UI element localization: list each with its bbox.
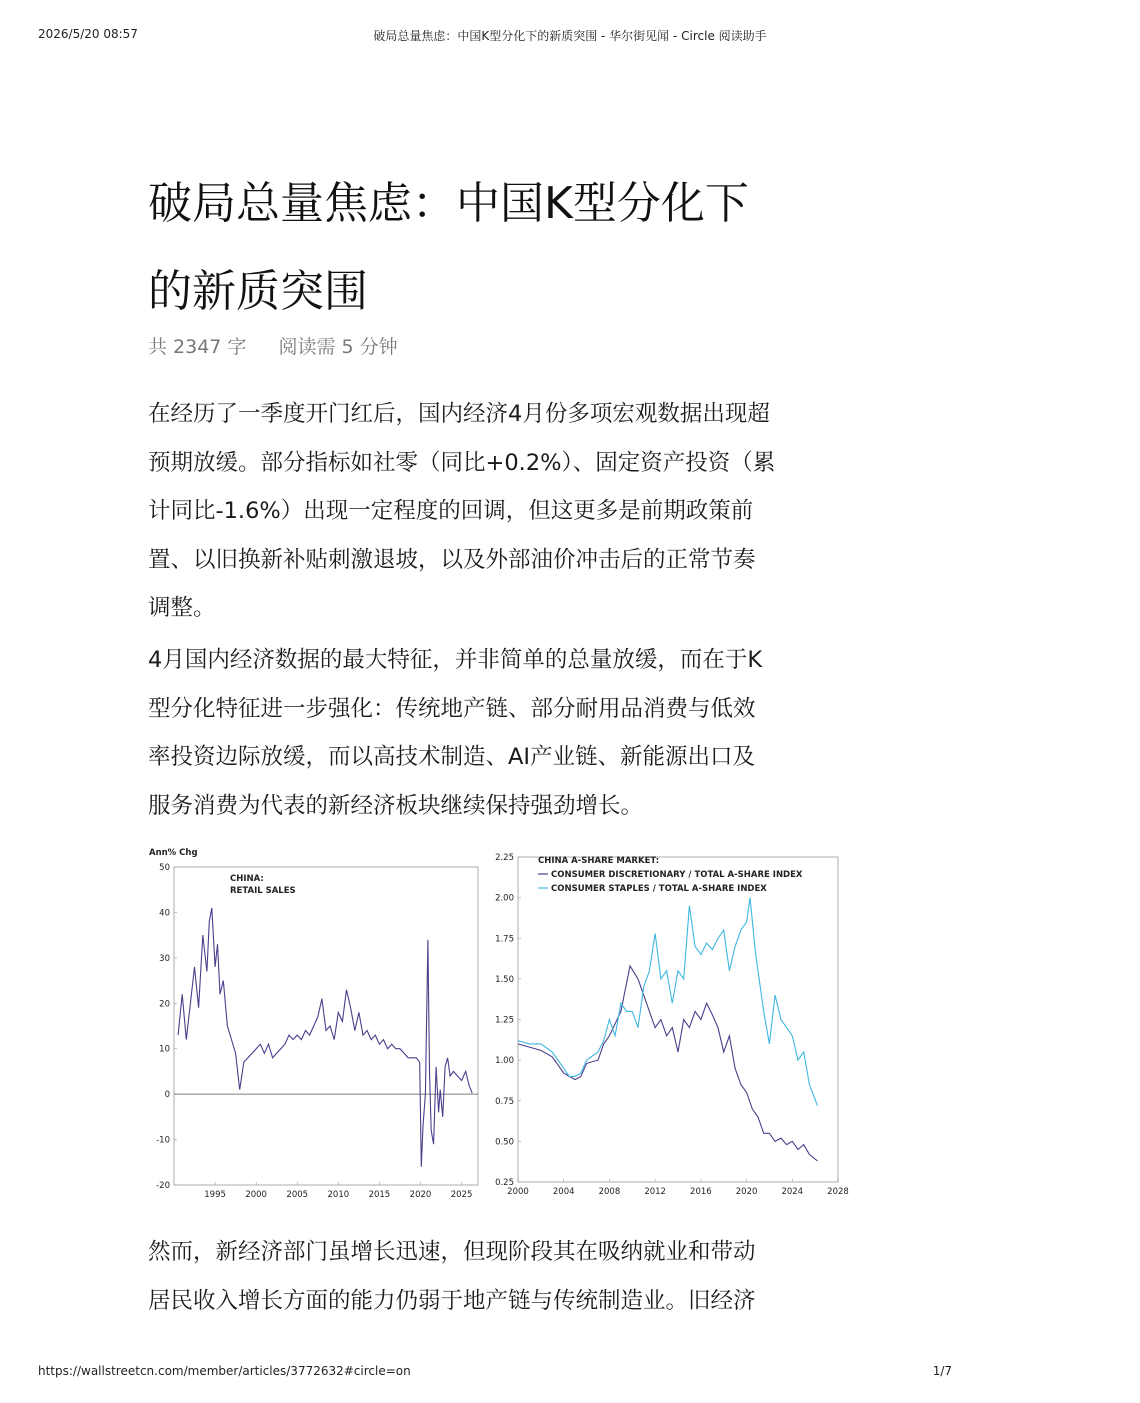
x-tick-label: 2000 — [245, 1190, 267, 1200]
x-tick-label: 2010 — [327, 1190, 350, 1200]
x-tick-label: 2016 — [690, 1187, 712, 1197]
article-meta — [148, 332, 424, 359]
x-tick-label: 2015 — [368, 1190, 391, 1200]
paragraph-line: 4月国内经济数据的最大特征，并非简单的总量放缓，而在于K — [148, 647, 763, 673]
x-tick-label: 2008 — [598, 1187, 621, 1197]
series-line-1 — [178, 908, 472, 1167]
article-title-line-1: 破局总量焦虑：中国K型分化下 — [148, 178, 749, 229]
read-time: 阅读需 5 分钟 — [278, 336, 398, 358]
y-tick-label: 50 — [159, 863, 170, 873]
header-page-title: 破局总量焦虑：中国K型分化下的新质突围 - 华尔街见闻 - Circle 阅读助手 — [373, 29, 767, 43]
y-tick-label: 10 — [159, 1044, 170, 1055]
paragraph-line: 调整。 — [148, 595, 216, 621]
paragraph-line: 然而，新经济部门虽增长迅速，但现阶段其在吸纳就业和带动 — [148, 1239, 756, 1265]
footer-page-number: 1/7 — [932, 1364, 952, 1378]
retail-sales-chart-svg — [146, 843, 482, 1209]
x-tick-label: 2004 — [552, 1187, 575, 1197]
paragraph-2 — [148, 636, 848, 830]
paragraph-line: 率投资边际放缓，而以高技术制造、AI产业链、新能源出口及 — [148, 744, 756, 770]
series-line-1 — [518, 966, 817, 1161]
article-title — [148, 160, 848, 336]
y-tick-label: 2.00 — [495, 893, 514, 904]
y-tick-label: 0.50 — [495, 1137, 514, 1148]
a-share-chart — [486, 843, 849, 1213]
chart-title-line: CHINA: — [230, 874, 264, 884]
header-datetime: 2026/5/20 08:57 — [38, 27, 138, 41]
word-count: 共 2347 字 — [148, 336, 247, 358]
y-tick-label: 2.25 — [495, 853, 514, 863]
y-tick-label: 1.25 — [495, 1015, 514, 1026]
a-share-chart-svg — [486, 843, 849, 1209]
x-tick-label: 1995 — [204, 1190, 226, 1200]
legend-label-2: CONSUMER STAPLES / TOTAL A-SHARE INDEX — [551, 884, 767, 894]
x-tick-label: 2028 — [827, 1187, 849, 1197]
paragraph-line: 在经历了一季度开门红后，国内经济4月份多项宏观数据出现超 — [148, 401, 770, 427]
y-tick-label: -10 — [156, 1135, 170, 1146]
series-line-2 — [518, 898, 817, 1106]
y-tick-label: 1.00 — [495, 1056, 514, 1067]
x-tick-label: 2020 — [735, 1187, 758, 1197]
legend-label-1: CONSUMER DISCRETIONARY / TOTAL A-SHARE INDEX — [551, 870, 803, 880]
y-tick-label: 1.50 — [495, 974, 514, 985]
y-tick-label: 30 — [159, 953, 170, 964]
footer-url[interactable]: https://wallstreetcn.com/member/articles/3772632#circle=on — [38, 1364, 411, 1378]
x-tick-label: 2012 — [644, 1187, 666, 1197]
paragraph-line: 预期放缓。部分指标如社零（同比+0.2%）、固定资产投资（累 — [148, 449, 776, 476]
chart-title: CHINA A-SHARE MARKET: — [538, 856, 660, 866]
plot-frame — [518, 857, 838, 1182]
y-axis-label: Ann% Chg — [149, 848, 198, 858]
chart-title-line: RETAIL SALES — [230, 886, 296, 896]
paragraph-line: 型分化特征进一步强化：传统地产链、部分耐用品消费与低效 — [148, 695, 756, 722]
retail-sales-chart — [146, 843, 482, 1213]
paragraph-line: 服务消费为代表的新经济板块继续保持强劲增长。 — [148, 792, 644, 819]
y-tick-label: 1.75 — [495, 934, 514, 945]
y-tick-label: -20 — [156, 1181, 170, 1191]
x-tick-label: 2025 — [450, 1190, 473, 1200]
y-tick-label: 20 — [159, 999, 170, 1010]
paragraph-line: 居民收入增长方面的能力仍弱于地产链与传统制造业。旧经济 — [148, 1287, 756, 1314]
paragraph-line: 计同比-1.6%）出现一定程度的回调，但这更多是前期政策前 — [148, 498, 754, 524]
y-tick-label: 0 — [164, 1090, 170, 1101]
article-title-line-2: 的新质突围 — [148, 266, 368, 317]
x-tick-label: 2020 — [409, 1190, 432, 1200]
paragraph-1 — [148, 390, 848, 633]
paragraph-line: 置、以旧换新补贴刺激退坡，以及外部油价冲击后的正常节奏 — [148, 546, 756, 573]
x-tick-label: 2024 — [781, 1187, 804, 1197]
y-tick-label: 40 — [159, 908, 170, 919]
paragraph-3 — [148, 1228, 848, 1325]
y-tick-label: 0.75 — [495, 1096, 514, 1107]
x-tick-label: 2000 — [507, 1187, 529, 1197]
x-tick-label: 2005 — [286, 1190, 309, 1200]
y-tick-label: 0.25 — [495, 1178, 514, 1188]
